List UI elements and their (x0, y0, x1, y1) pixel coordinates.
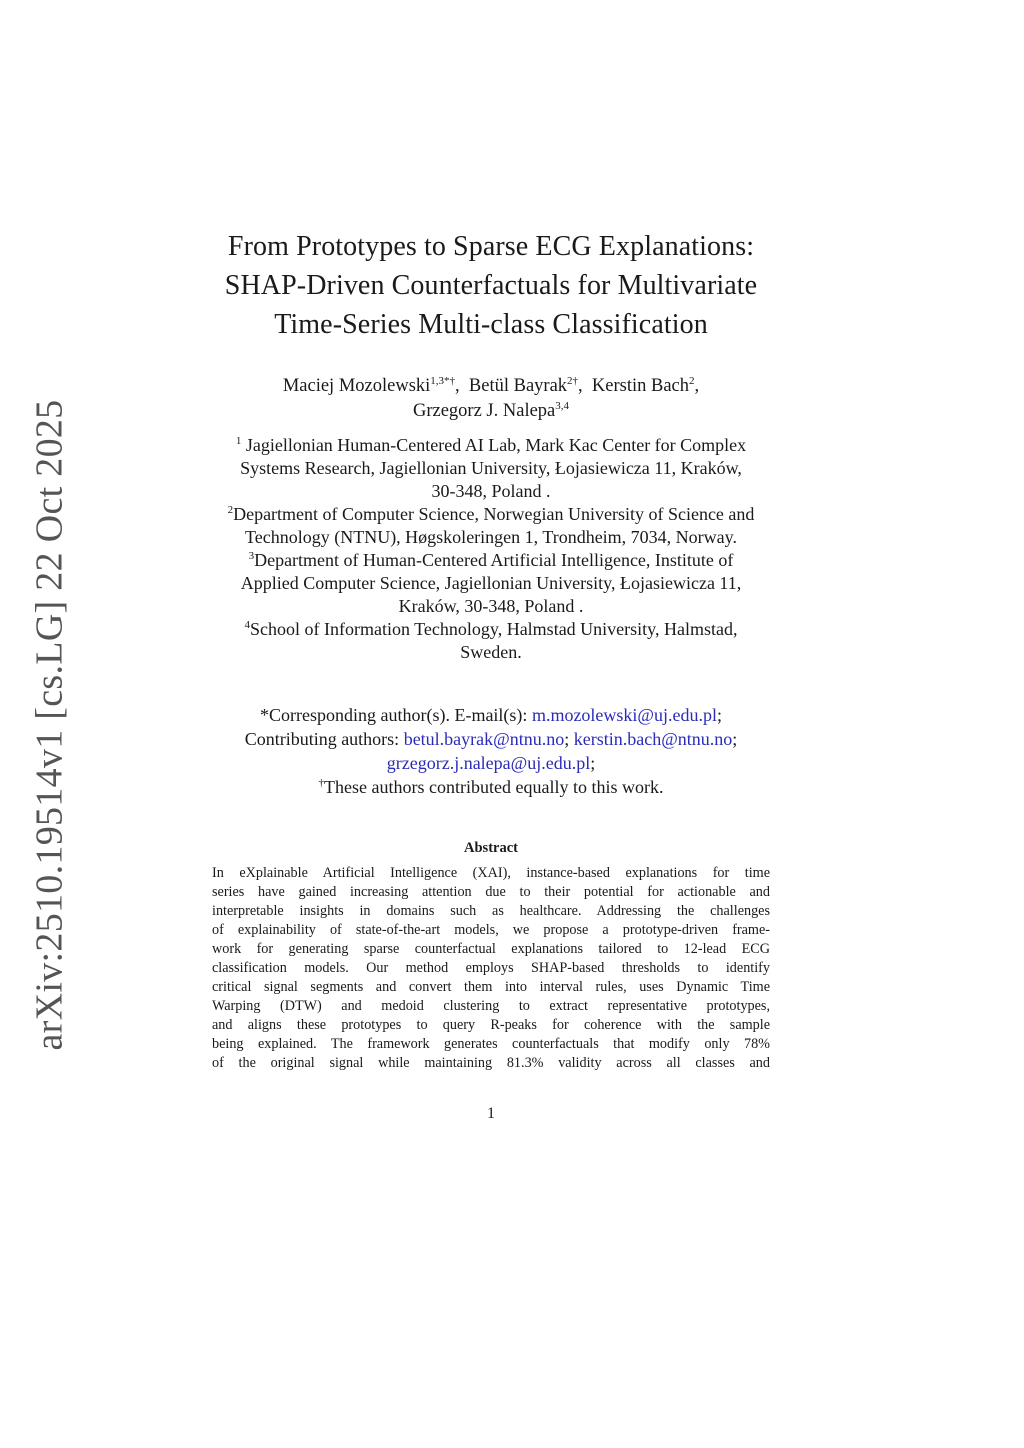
arxiv-identifier-stamp (24, 399, 74, 1051)
affiliation-text: School of Information Technology, Halmstad University, Halmstad, (250, 619, 738, 639)
affiliation-2 (200, 503, 782, 549)
paper-first-page (200, 227, 782, 1123)
arxiv-identifier-text: arXiv:2510.19514v1 [cs.LG] 22 Oct 2025 (28, 399, 70, 1051)
contributing-email-link[interactable]: grzegorz.j.nalepa@uj.edu.pl (386, 753, 591, 773)
page-number: 1 (487, 1105, 495, 1122)
affiliation-line: Applied Computer Science, Jagiellonian University, Łojasiewicza 11, (240, 573, 742, 593)
abstract-body (200, 864, 782, 1073)
affiliation-text: Department of Computer Science, Norwegian University of Science and (233, 504, 755, 524)
affiliation-list (200, 434, 782, 664)
affiliation-line (200, 618, 782, 641)
contributing-label: Contributing authors: (244, 729, 404, 749)
author-superscript: 2 (689, 374, 695, 387)
affiliation-line: Sweden. (460, 642, 522, 662)
affiliation-number: 1 (235, 435, 242, 447)
affiliation-line (200, 434, 782, 457)
author-name: Betül Bayrak (468, 376, 568, 396)
abstract-line: series have gained increasing attention due to their potential for actionable and (212, 884, 770, 900)
affiliation-line: 30-348, Poland . (431, 481, 551, 501)
abstract-line: of explainability of state-of-the-art models, we propose a prototype-driven frame- (212, 922, 770, 938)
affiliation-4 (200, 618, 782, 664)
contact-block (200, 703, 782, 799)
affiliation-number: 4 (244, 619, 250, 631)
title-line: From Prototypes to Sparse ECG Explanations: (227, 231, 755, 262)
paper-title (200, 227, 782, 344)
affiliation-line: Kraków, 30-348, Poland . (398, 596, 584, 616)
title-line: Time-Series Multi-class Classification (274, 309, 708, 340)
abstract-line: Warping (DTW) and medoid clustering to extract representative prototypes, (212, 998, 770, 1014)
affiliation-number: 3 (248, 550, 255, 562)
author-name: Maciej Mozolewski (282, 376, 431, 396)
author-superscript: 2† (567, 374, 579, 387)
corresponding-email-link[interactable]: m.mozolewski@uj.edu.pl (531, 705, 717, 725)
abstract-line: of the original signal while maintaining 81.3% validity across all classes and (212, 1055, 770, 1071)
abstract-line: In eXplainable Artificial Intelligence (XAI), instance-based explanations for time (212, 865, 770, 881)
affiliation-text: Department of Human-Centered Artificial Intelligence, Institute of (254, 550, 734, 570)
abstract-line: critical signal segments and convert them into interval rules, uses Dynamic Time (212, 979, 770, 995)
abstract-line: being explained. The framework generates counterfactuals that modify only 78% (212, 1036, 770, 1052)
equal-contribution-text: These authors contributed equally to this work. (324, 777, 664, 797)
affiliation-1 (200, 434, 782, 503)
separator: ; (590, 753, 596, 773)
author-line (200, 399, 782, 424)
affiliation-number: 2 (227, 504, 234, 516)
title-line: SHAP-Driven Counterfactuals for Multivariate (224, 270, 758, 301)
author-list (200, 374, 782, 424)
affiliation-line (200, 549, 782, 572)
abstract-line: and aligns these prototypes to query R-peaks for coherence with the sample (212, 1017, 770, 1033)
contributing-email-link[interactable]: kerstin.bach@ntnu.no (573, 729, 733, 749)
author-name: Kerstin Bach (591, 376, 690, 396)
affiliation-line: Systems Research, Jagiellonian University, Łojasiewicza 11, Kraków, (240, 458, 742, 478)
author-superscript: 1,3*† (430, 374, 456, 387)
corresponding-label: *Corresponding author(s). E-mail(s): (259, 705, 532, 725)
abstract-section (200, 839, 782, 1073)
affiliation-3 (200, 549, 782, 618)
abstract-line: interpretable insights in domains such as healthcare. Addressing the challenges (212, 903, 770, 919)
separator: ; (732, 729, 738, 749)
abstract-line: classification models. Our method employs SHAP-based thresholds to identify (212, 960, 770, 976)
separator: ; (564, 729, 570, 749)
affiliation-line (200, 503, 782, 526)
separator: ; (717, 705, 723, 725)
author-superscript: 3,4 (555, 399, 570, 412)
affiliation-text: Jagiellonian Human-Centered AI Lab, Mark Kac Center for Complex (245, 435, 747, 455)
corresponding-author-line (200, 703, 782, 727)
contributing-email-link[interactable]: betul.bayrak@ntnu.no (403, 729, 565, 749)
abstract-line: work for generating sparse counterfactual explanations tailored to 12-lead ECG (212, 941, 770, 957)
author-name: Grzegorz J. Nalepa (412, 401, 556, 421)
abstract-heading: Abstract (464, 840, 518, 856)
contributing-authors-line (200, 751, 782, 775)
equal-contribution-note (200, 775, 782, 799)
affiliation-line: Technology (NTNU), Høgskoleringen 1, Trondheim, 7034, Norway. (244, 527, 737, 547)
author-line: Maciej Mozolewski$^{1,3*\dagger}$, Betül Bayrak$^{2\dagger}$, Kerstin Bach$^2$, (282, 374, 700, 396)
contributing-authors-line (200, 727, 782, 751)
dagger-mark: † (318, 777, 325, 789)
